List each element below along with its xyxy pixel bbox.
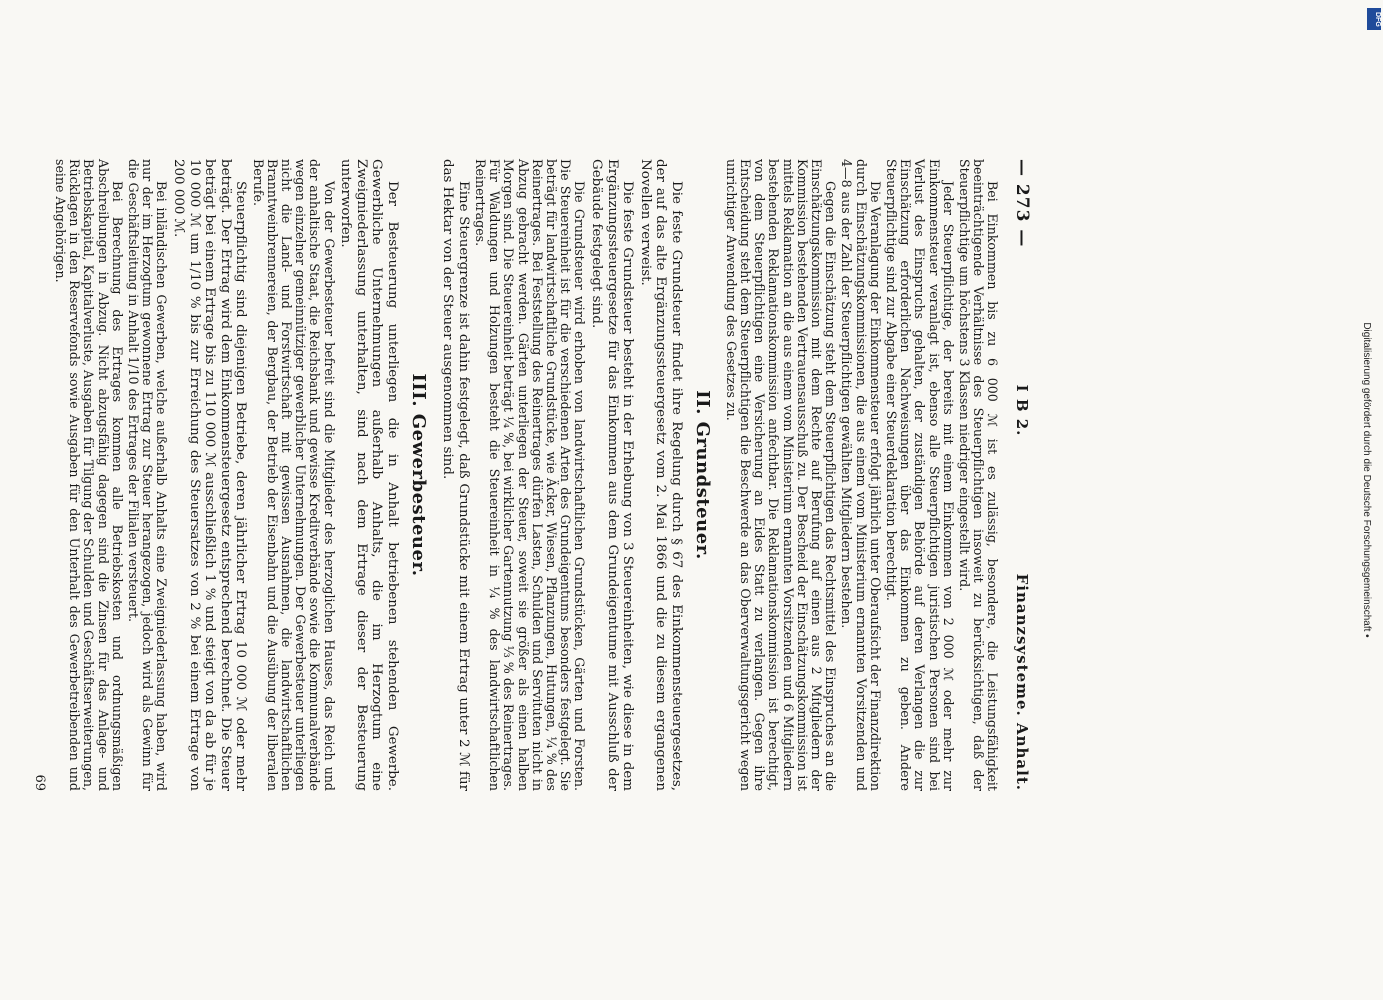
einkommensteuer-paragraph-1: Bei Einkommen bis zu 6 000 ℳ ist es zulässig, besondere, die Leistungsfähigkeit beeinträchtigende Verhältnisse des Steuerpflichtigen insoweit zu berücksichtigen, daß der Steuerpflichtige um höchstens 3 Klassen niedriger eingestellt wird. [957, 159, 1001, 791]
digitization-credit: Digitalisierung gefördert durch die Deutsche Forschungsgemeinschaft • [1361, 322, 1372, 638]
gewerbesteuer-paragraph-3: Steuerpflichtig sind diejenigen Betriebe, deren jährlicher Ertrag 10 000 ℳ oder mehr beträgt. Der Ertrag wird dem Einkommensteuergesetz entsprechend berechnet. Die Steuer beträgt bei einem Ertrage bis zu 110 000 ℳ ausschließlich 1 % und steigt von da ab für je 10 000 ℳ um 1/10 % bis zur Erreichung des Steuersatzes von 2 % bei einem Ertrage von 200 000 ℳ. [171, 159, 249, 791]
header-page-number: — 273 — [1012, 159, 1032, 248]
grundsteuer-paragraph-3: Die Grundsteuer wird erhoben von landwirtschaftlichen Grundstücken, Gärten und Forsten. Die Steuereinheit ist für die verschiedenen Arten des Grundeigentums besonders festgelegt. Sie beträgt für landwirtschaftliche Grundstücke, wie Äcker, Wiesen, Pflanzungen, Hutungen, ¼ % des Reinertrages. Bei Feststellung des Reinertrages dürfen Lasten, Schulden und Servituten nicht in Abzug gebracht werden. Gärten unterliegen der Steuer, soweit sie größer als einen halben Morgen sind. Die Steuereinheit beträgt ¼ %, bei wirklicher Gartennutzung ⅓ % des Reinertrages. Für Waldungen und Holzungen besteht die Steuereinheit in ¼ % des landwirtschaftlichen Reinertrages. [472, 159, 588, 791]
page-header [1012, 159, 1032, 791]
gewerbesteuer-heading: III. Gewerbesteuer. [407, 373, 429, 577]
grundsteuer-heading: II. Grundsteuer. [691, 390, 713, 560]
gewerbesteuer-paragraph-4: Bei inländischen Gewerben, welche außerhalb Anhalts eine Zweigniederlassung haben, wird nur der im Herzogtum gewonnene Ertrag zur Steuer herangezogen, jedoch wird als Gewinn für die Geschäftsleitung in Anhalt 1/10 des Ertrages der Filialen versteuert. [126, 159, 170, 791]
grundsteuer-paragraph-1: Die feste Grundsteuer findet ihre Regelung durch § 67 des Einkommensteuergesetzes, der auf das alte Ergänzungssteuergesetz vom 2. Mai 1866 und die zu diesem ergangenen Novellen verweist. [637, 159, 684, 791]
gewerbesteuer-paragraph-2: Von der Gewerbesteuer befreit sind die Mitglieder des herzoglichen Hauses, das Reich und der anhaltische Staat, die Reichsbank und gewisse Kreditverbände sowie die Kommunalverbände wegen einzelner gemeinnütziger gewerblicher Unternehmungen. Der Gewerbesteuer unterliegen nicht die Land- und Forstwirtschaft mit gewissen Ausnahmen, die landwirtschaftlichen Branntweinbrennereien, der Bergbau, der Betrieb der Eisenbahn und die Ausübung der liberalen Berufe. [250, 159, 337, 791]
einkommensteuer-paragraph-2: Jeder Steuerpflichtige, der bereits mit einem Einkommen von 2 000 ℳ oder mehr zur Einkommensteuer veranlagt ist, ebenso alle Steuerpflichtigen juristischen Personen sind bei Verlust des Einspruchs gehalten, der zuständigen Behörde auf deren Verlangen die zur Einschätzung erforderlichen Nachweisungen über das Einkommen zu geben. Andere Steuerpflichtige sind zur Abgabe einer Steuerdeklaration berechtigt. [883, 159, 956, 791]
einkommensteuer-paragraph-4: Gegen die Einschätzung steht dem Steuerpflichtigen das Rechtsmittel des Einspruches an die Einschätzungskommission mit dem Rechte auf Berufung auf einen aus 2 Mitgliedern der Kommission bestehenden Vertrauensausschuß zu. Der Bescheid der Einschätzungskommission ist mittels Reklamation an die aus einem vom Ministerium ernannten Vorsitzenden und 6 Mitgliedern bestehenden Reklamationskommission anfechtbar. Die Reklamationskommission ist berechtigt, von dem Steuerpflichtigen eine Versicherung an Eides Statt zu verlangen. Gegen ihre Entscheidung steht dem Steuerpflichtigen die Beschwerde an das Oberverwaltungsgericht wegen unrichtiger Anwendung des Gesetzes zu. [723, 159, 839, 791]
gewerbesteuer-paragraph-1: Der Besteuerung unterliegen die in Anhalt betriebenen stehenden Gewerbe. Gewerbliche Unternehmungen außerhalb Anhalts, die im Herzogtum eine Zweigniederlassung unterhalten, sind nach dem Ertrage dieser der Besteuerung unterworfen. [338, 159, 400, 791]
gewerbesteuer-paragraph-5: Bei Berechnung des Ertrages kommen alle Betriebskosten und ordnungsmäßigen Abschreibungen in Abzug. Nicht abzugsfähig dagegen sind die Zinsen für das Anlage- und Betriebskapital, Kapitalverluste, Ausgaben für Tilgung der Schulden und Geschäftserweiterungen, Rücklagen in den Reservefonds sowie Ausgaben für den Unterhalt des Gewerbetreibenden und seine Angehörigen. [53, 159, 125, 791]
header-section-code: I B 2. [1013, 384, 1031, 437]
grundsteuer-paragraph-2: Die feste Grundsteuer besteht in der Erhebung von 3 Steuereinheiten, wie diese in dem Ergänzungssteuergesetze für das Einkommen aus dem Grundeigentume mit Ausschluß der Gebäude festgelegt sind. [588, 159, 636, 791]
header-section-title: Finanzsysteme. Anhalt. [1013, 573, 1031, 791]
footer-page-number: 69 [31, 774, 47, 791]
dfg-logo: DFG [1367, 8, 1381, 30]
grundsteuer-paragraph-4: Eine Steuergrenze ist dahin festgelegt, daß Grundstücke mit einem Ertrag unter 2 ℳ für das Hektar von der Steuer ausgenommen sind. [440, 159, 471, 791]
einkommensteuer-paragraph-3: Die Veranlagung der Einkommensteuer erfolgt jährlich unter Oberaufsicht der Finanzdirektion durch Einschätzungskommissionen, die aus einem vom Ministerium ernannten Vorsitzenden und 4—8 aus der Zahl der Steuerpflichtigen gewählten Mitgliedern bestehen. [839, 159, 883, 791]
rotated-document-page [0, 155, 1035, 795]
